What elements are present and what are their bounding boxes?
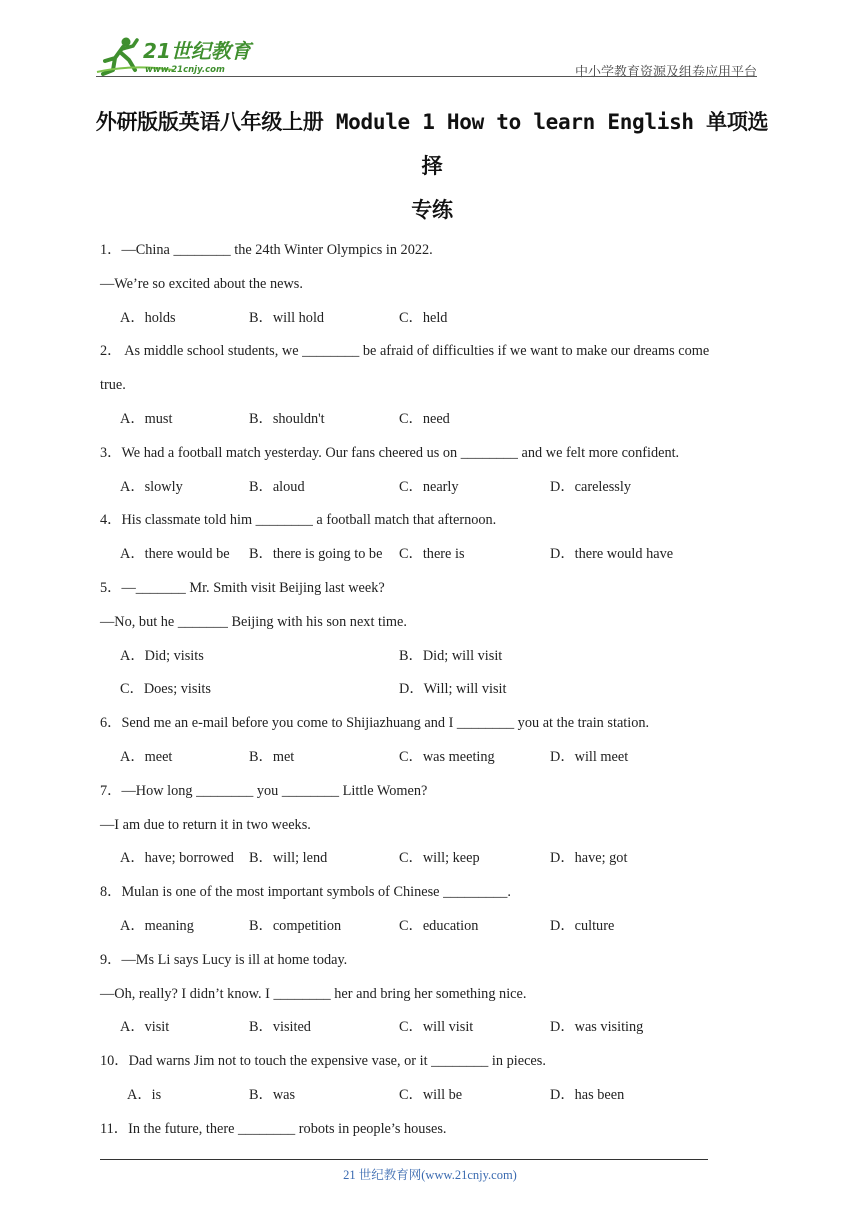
logo-text: 21世纪教育	[143, 39, 251, 63]
answer-option[interactable]: A．have; borrowed	[120, 850, 234, 867]
answer-option[interactable]: C．will visit	[399, 1019, 474, 1036]
answer-option[interactable]: D．have; got	[550, 850, 628, 867]
question-text: 2． As middle school students, we ________ be afraid of difficulties if we want to make our dreams come	[100, 343, 710, 360]
question-text: 3．We had a football match yesterday. Our fans cheered us on ________ and we felt more confident.	[100, 444, 680, 461]
option-row	[100, 909, 770, 943]
answer-option[interactable]: A．meaning	[120, 917, 194, 934]
answer-option[interactable]: B．will hold	[249, 309, 325, 326]
header-platform-text: 中小学教育资源及组卷应用平台	[574, 64, 757, 79]
option-row	[100, 402, 770, 436]
answer-option[interactable]: D．there would have	[550, 546, 674, 563]
question-text: 8．Mulan is one of the most important symbols of Chinese _________.	[100, 884, 512, 901]
site-logo	[93, 34, 268, 78]
question-text: 4．His classmate told him ________ a football match that afternoon.	[100, 512, 497, 529]
answer-option[interactable]: C．was meeting	[399, 748, 495, 765]
answer-option[interactable]: D．carelessly	[550, 478, 631, 495]
question-text: —Oh, really? I didn’t know. I ________ her and bring her something nice.	[100, 985, 527, 1002]
question-list	[100, 233, 770, 1146]
answer-option[interactable]: B．shouldn't	[249, 410, 325, 427]
question-text: —No, but he _______ Beijing with his son next time.	[100, 613, 407, 630]
answer-option[interactable]: C．Does; visits	[120, 681, 211, 698]
answer-option[interactable]: B．competition	[249, 917, 342, 934]
option-row	[100, 470, 770, 504]
answer-option[interactable]: B．will; lend	[249, 850, 328, 867]
answer-option[interactable]: A．Did; visits	[120, 647, 204, 664]
question-text: 7．—How long ________ you ________ Little Women?	[100, 782, 428, 799]
page-title	[92, 100, 772, 232]
answer-option[interactable]: B．there is going to be	[249, 546, 383, 563]
logo-url: www.21cnjy.com	[145, 65, 225, 75]
question-text: 11．In the future, there ________ robots in people’s houses.	[100, 1120, 447, 1137]
question-text: —I am due to return it in two weeks.	[100, 816, 311, 833]
question-text: true.	[100, 377, 126, 394]
option-row	[100, 740, 770, 774]
answer-option[interactable]: C．education	[399, 917, 479, 934]
answer-option[interactable]: A．there would be	[120, 546, 230, 563]
answer-option[interactable]: C．there is	[399, 546, 465, 563]
title-line-1: 外研版版英语八年级上册 Module 1 How to learn English 单项选择	[95, 110, 769, 178]
question-text: 1．—China ________ the 24th Winter Olympics in 2022.	[100, 242, 433, 258]
answer-option[interactable]: C．need	[399, 410, 450, 427]
footer-divider	[100, 1159, 708, 1160]
answer-option[interactable]: C．nearly	[399, 478, 459, 495]
question-text: 10．Dad warns Jim not to touch the expensive vase, or it ________ in pieces.	[100, 1053, 546, 1070]
answer-option[interactable]: B．Did; will visit	[399, 647, 503, 664]
option-row	[100, 672, 770, 706]
question-text: 5．—_______ Mr. Smith visit Beijing last week?	[100, 579, 385, 596]
answer-option[interactable]: C．held	[399, 309, 448, 326]
answer-option[interactable]: D．Will; will visit	[399, 681, 507, 698]
answer-option[interactable]: A．holds	[120, 309, 176, 326]
answer-option[interactable]: C．will be	[399, 1086, 463, 1103]
answer-option[interactable]: B．was	[249, 1086, 296, 1103]
answer-option[interactable]: A．slowly	[120, 478, 183, 495]
answer-option[interactable]: B．visited	[249, 1019, 311, 1036]
answer-option[interactable]: A．visit	[120, 1019, 170, 1036]
option-row	[100, 301, 770, 335]
question-text: —We’re so excited about the news.	[100, 275, 303, 292]
answer-option[interactable]: D．was visiting	[550, 1019, 644, 1036]
title-line-2: 专练	[411, 198, 453, 222]
footer-text: 21 世纪教育网(www.21cnjy.com)	[343, 1168, 517, 1182]
option-row	[100, 1010, 770, 1044]
option-row	[100, 1078, 770, 1112]
question-text: 6．Send me an e-mail before you come to Shijiazhuang and I ________ you at the train station.	[100, 715, 650, 732]
option-row	[100, 537, 770, 571]
header-divider	[96, 76, 757, 77]
question-text: 9．—Ms Li says Lucy is ill at home today.	[100, 951, 348, 968]
answer-option[interactable]: B．met	[249, 748, 295, 765]
option-row	[100, 841, 770, 875]
answer-option[interactable]: A．must	[120, 410, 173, 427]
answer-option[interactable]: B．aloud	[249, 478, 305, 495]
answer-option[interactable]: D．has been	[550, 1086, 625, 1103]
answer-option[interactable]: C．will; keep	[399, 850, 480, 867]
answer-option[interactable]: A．meet	[120, 748, 173, 765]
option-row	[100, 639, 770, 673]
answer-option[interactable]: D．will meet	[550, 748, 629, 765]
answer-option[interactable]: D．culture	[550, 917, 615, 934]
answer-option[interactable]: A．is	[127, 1086, 162, 1103]
